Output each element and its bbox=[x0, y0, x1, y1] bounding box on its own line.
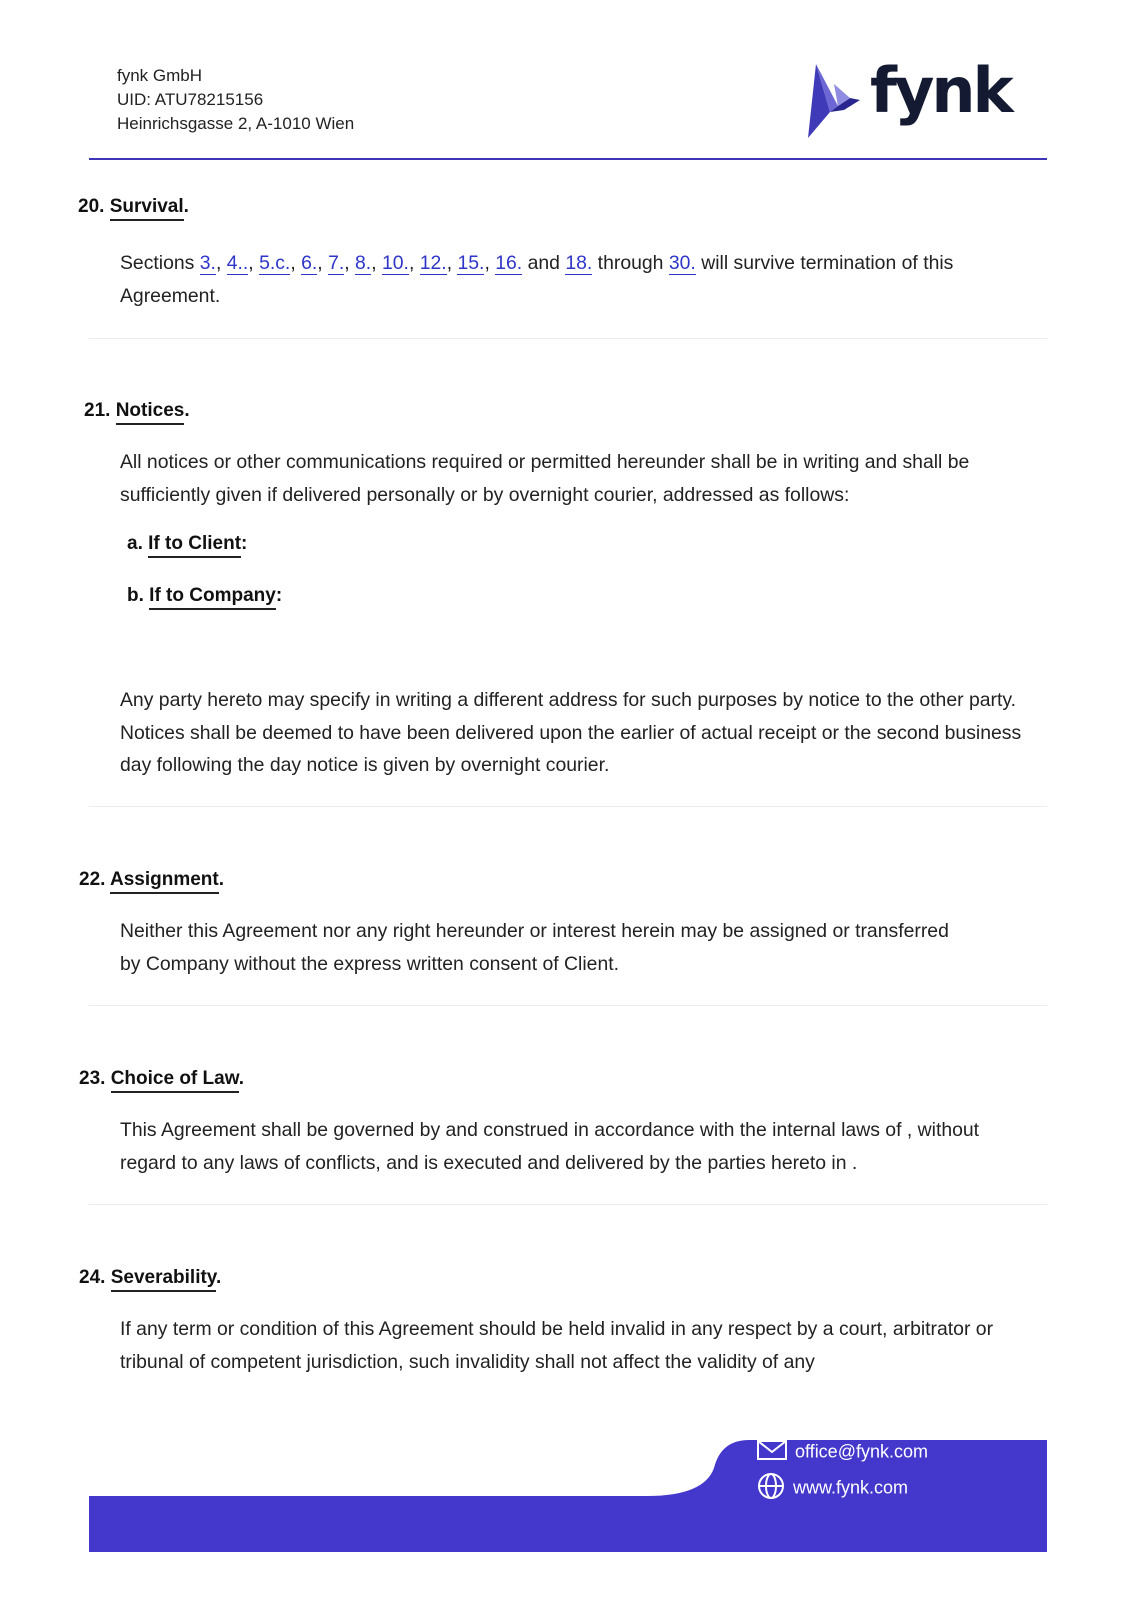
section-link[interactable]: 10. bbox=[381, 252, 409, 274]
notice-item-company: b. If to Company: bbox=[127, 585, 282, 607]
section-heading: 24. Severability. bbox=[79, 1267, 221, 1289]
company-info bbox=[117, 64, 354, 136]
section-title: Survival bbox=[110, 196, 184, 221]
section-title: Assignment bbox=[110, 869, 219, 894]
section-number: 24. bbox=[79, 1267, 106, 1288]
section-link[interactable]: 4.. bbox=[226, 252, 249, 274]
section-text: Any party hereto may specify in writing a different address for such purposes by notice to the other party. Notices shall be deemed to have been delivered upon the earlier of actual receipt or the second business day following the day notice is given by overnight courier. bbox=[120, 689, 1022, 776]
section-link[interactable]: 5.c. bbox=[259, 252, 291, 274]
section-heading: 21. Notices. bbox=[84, 400, 190, 422]
section-divider bbox=[89, 338, 1047, 339]
section-text: Sections 3., 4.., 5.c., 6., 7., 8., 10., 12., 15., 16. and 18. through 30. will survive termination of this Agreement. bbox=[120, 252, 954, 307]
header-divider bbox=[89, 158, 1047, 160]
section-text: Neither this Agreement nor any right hereunder or interest herein may be assigned or transferred by Company without the express written consent of Client. bbox=[120, 920, 949, 975]
section-link[interactable]: 6. bbox=[301, 252, 318, 274]
section-heading: 22. Assignment. bbox=[79, 869, 224, 891]
section-link[interactable]: 8. bbox=[355, 252, 372, 274]
section-number: 20. bbox=[78, 196, 105, 217]
bird-logo-icon bbox=[808, 60, 872, 140]
section-number: 22. bbox=[79, 869, 106, 890]
section-link[interactable]: 18. bbox=[565, 252, 593, 274]
section-link[interactable]: 15. bbox=[457, 252, 485, 274]
section-heading: 20. Survival. bbox=[78, 196, 189, 218]
company-uid: UID: ATU78215156 bbox=[117, 90, 264, 109]
section-number: 23. bbox=[79, 1068, 106, 1089]
section-link[interactable]: 7. bbox=[328, 252, 345, 274]
section-number: 21. bbox=[84, 400, 111, 421]
section-link[interactable]: 30. bbox=[668, 252, 696, 274]
section-link[interactable]: 16. bbox=[495, 252, 523, 274]
section-text: This Agreement shall be governed by and construed in accordance with the internal laws of , without regard to any laws of conflicts, and is executed and delivered by the parties hereto in . bbox=[120, 1119, 980, 1174]
section-divider bbox=[89, 1204, 1047, 1205]
envelope-icon bbox=[757, 1440, 787, 1465]
footer-website[interactable]: www.fynk.com bbox=[757, 1472, 908, 1505]
section-text: If any term or condition of this Agreement should be held invalid in any respect by a court, arbitrator or tribunal of competent jurisdiction, such invalidity shall not affect the validity of any bbox=[120, 1318, 994, 1373]
section-title: Notices bbox=[116, 400, 185, 425]
logo-wordmark: fynk bbox=[870, 54, 1011, 127]
section-heading: 23. Choice of Law. bbox=[79, 1068, 244, 1090]
section-text: All notices or other communications required or permitted hereunder shall be in writing and shall be sufficiently given if delivered personally or by overnight courier, addressed as follows: bbox=[120, 451, 970, 506]
footer bbox=[89, 1440, 1047, 1552]
section-divider bbox=[89, 806, 1047, 807]
notice-item-client: a. If to Client: bbox=[127, 533, 247, 555]
footer-email[interactable]: office@fynk.com bbox=[757, 1440, 928, 1465]
section-link[interactable]: 12. bbox=[419, 252, 447, 274]
fynk-logo bbox=[808, 54, 1018, 140]
company-name: fynk GmbH bbox=[117, 66, 203, 85]
section-title: Choice of Law bbox=[111, 1068, 239, 1093]
globe-icon bbox=[757, 1472, 785, 1505]
section-title: Severability bbox=[111, 1267, 216, 1292]
company-address: Heinrichsgasse 2, A-1010 Wien bbox=[117, 114, 355, 133]
section-divider bbox=[89, 1005, 1047, 1006]
section-link[interactable]: 3. bbox=[199, 252, 216, 274]
